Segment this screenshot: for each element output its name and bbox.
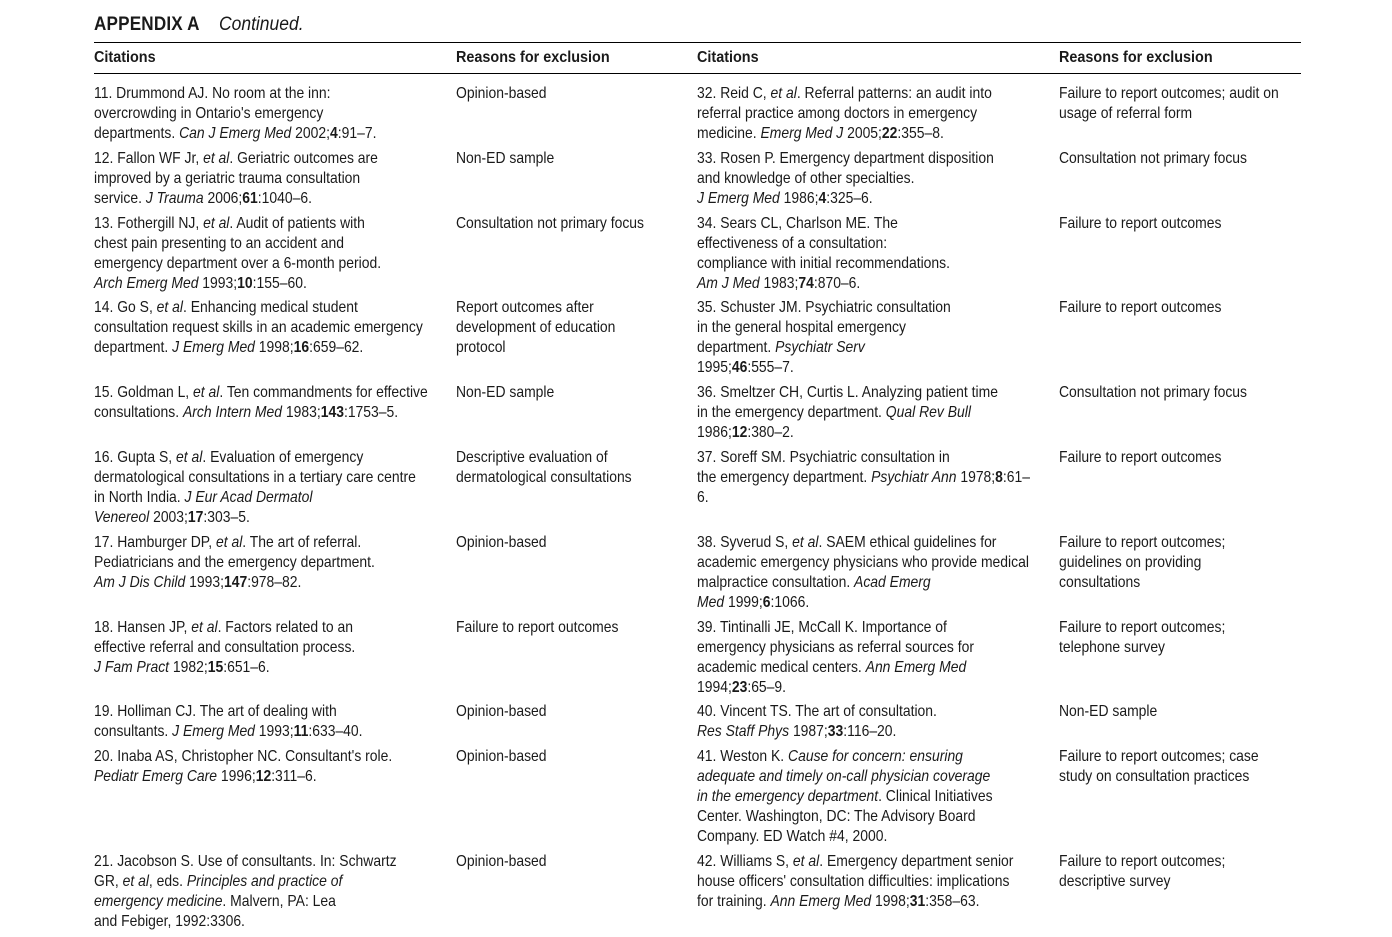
citation-cell [94,852,456,937]
reason-cell [1059,84,1300,149]
table-header [94,43,1301,74]
table-row [697,383,1300,448]
citation-line: academic emergency physicians who provide medical [697,553,1029,571]
table-row [697,149,1300,214]
citation-cell [697,214,1059,299]
reason-line: Non-ED sample [456,384,555,402]
reason-cell [1059,448,1300,533]
citation-line: 38. Syverud S, et al. SAEM ethical guidelines for [697,533,997,551]
citation-line: 15. Goldman L, et al. Ten commandments for effective [94,384,428,402]
citation-line: department. J Emerg Med 1998;16:659–62. [94,339,364,357]
table-row [697,298,1300,383]
citation-line: 41. Weston K. Cause for concern: ensuring [697,748,963,766]
citation-line: 1995;46:555–7. [697,359,794,377]
citation-cell [94,383,456,448]
citation-line: 33. Rosen P. Emergency department disposition [697,149,994,167]
citation-line: 6. [697,488,709,506]
citation-line: 1986;12:380–2. [697,424,794,442]
citation-cell [94,214,456,299]
citation-line: 20. Inaba AS, Christopher NC. Consultant's role. [94,748,393,766]
table-row [697,84,1300,149]
table-row [697,702,1300,747]
citation-line: 21. Jacobson S. Use of consultants. In: Schwartz [94,852,397,870]
citation-cell [697,533,1059,618]
citation-line: medicine. Emerg Med J 2005;22:355–8. [697,125,944,142]
reason-line: Non-ED sample [1059,703,1158,721]
reason-cell [1059,214,1300,299]
citation-line: chest pain presenting to an accident and [94,234,344,252]
reason-cell [456,383,697,448]
table-row [697,448,1300,533]
citation-line: house officers' consultation difficulties: implications [697,872,1010,890]
citation-line: 16. Gupta S, et al. Evaluation of emergency [94,448,364,466]
citation-cell [94,149,456,214]
citation-line: overcrowding in Ontario's emergency [94,105,324,122]
table-left-half [94,84,697,937]
reason-line: Consultation not primary focus [1059,149,1248,167]
citation-line: department. Psychiatr Serv [697,339,865,357]
table-body [94,84,1301,937]
reason-cell [1059,702,1300,747]
reason-line: Consultation not primary focus [456,214,645,232]
citation-cell [94,84,456,149]
citation-line: 32. Reid C, et al. Referral patterns: an audit into [697,85,992,102]
reason-line: Failure to report outcomes [1059,299,1222,317]
table-row [697,747,1300,852]
citation-line: 13. Fothergill NJ, et al. Audit of patients with [94,214,365,232]
reason-line: study on consultation practices [1059,768,1250,786]
citation-line: effective referral and consultation process. [94,638,356,656]
reason-line: Failure to report outcomes [1059,448,1222,466]
table-row [94,149,697,214]
citation-line: adequate and timely on-call physician coverage [697,768,991,786]
citation-line: Venereol 2003;17:303–5. [94,508,250,526]
citation-line: for training. Ann Emerg Med 1998;31:358–63. [697,892,980,910]
citation-cell [697,383,1059,448]
citation-line: 37. Soreff SM. Psychiatric consultation in [697,448,950,466]
reason-cell [1059,618,1300,703]
reason-cell [456,149,697,214]
header-reasons-left: Reasons for exclusion [456,49,610,66]
citation-line: 11. Drummond AJ. No room at the inn: [94,85,331,102]
citation-line: 12. Fallon WF Jr, et al. Geriatric outcomes are [94,149,378,167]
reason-line: Failure to report outcomes; [1059,618,1226,636]
appendix-title [94,12,1301,40]
citation-cell [94,702,456,747]
reason-cell [456,747,697,852]
citation-line: consultations. Arch Intern Med 1983;143:1753–5. [94,404,399,422]
reason-line: Opinion-based [456,748,547,766]
citation-line: 42. Williams S, et al. Emergency department senior [697,852,1014,870]
table-row [94,852,697,937]
reason-cell [456,533,697,618]
table-row [697,618,1300,703]
reason-cell [1059,747,1300,852]
table-row [697,852,1300,917]
reason-line: Consultation not primary focus [1059,384,1248,402]
reason-cell [1059,533,1300,618]
reason-cell [456,84,697,149]
table-row [94,84,697,149]
citation-line: Arch Emerg Med 1993;10:155–60. [94,274,307,292]
citation-line: emergency physicians as referral sources for [697,638,974,656]
reason-line: guidelines on providing [1059,553,1202,571]
citation-cell [697,852,1059,917]
citation-line: Am J Med 1983;74:870–6. [697,274,861,292]
reason-line: Opinion-based [456,85,547,102]
header-citations-left: Citations [94,49,156,66]
citation-line: 36. Smeltzer CH, Curtis L. Analyzing patient time [697,384,998,402]
reason-cell [1059,298,1300,383]
citation-cell [697,84,1059,149]
citation-line: consultation request skills in an academic emergency [94,319,423,337]
citation-line: effectiveness of a consultation: [697,234,888,252]
citation-line: 40. Vincent TS. The art of consultation. [697,703,937,721]
citation-line: dermatological consultations in a tertiary care centre [94,468,416,486]
reason-line: protocol [456,339,506,357]
citation-cell [697,298,1059,383]
citation-line: Company. ED Watch #4, 2000. [697,828,888,846]
citation-line: 14. Go S, et al. Enhancing medical student [94,299,358,317]
appendix-label: APPENDIX A [94,14,200,35]
citation-cell [697,702,1059,747]
citation-cell [697,747,1059,852]
citation-cell [697,149,1059,214]
citation-line: service. J Trauma 2006;61:1040–6. [94,189,312,207]
table-row [697,214,1300,299]
reason-line: Failure to report outcomes; case [1059,748,1259,766]
citation-line: GR, et al, eds. Principles and practice of [94,872,343,890]
citation-line: in North India. J Eur Acad Dermatol [94,488,313,506]
reason-cell [456,618,697,703]
reason-line: Failure to report outcomes; [1059,533,1226,551]
citation-cell [697,618,1059,703]
reason-cell [1059,852,1300,917]
reason-line: descriptive survey [1059,872,1171,890]
citation-line: in the emergency department. Qual Rev Bull [697,404,971,422]
citation-line: consultants. J Emerg Med 1993;11:633–40. [94,723,363,741]
citation-line: Pediatricians and the emergency department. [94,553,375,571]
citation-line: Res Staff Phys 1987;33:116–20. [697,723,897,741]
table-row [94,298,697,383]
reason-line: Non-ED sample [456,149,555,167]
reason-line: Failure to report outcomes; audit on [1059,85,1279,102]
reason-line: usage of referral form [1059,105,1193,122]
reason-cell [456,702,697,747]
reason-line: consultations [1059,573,1141,591]
citation-line: J Fam Pract 1982;15:651–6. [94,658,270,676]
citation-line: in the general hospital emergency [697,319,906,337]
citation-line: J Emerg Med 1986;4:325–6. [697,189,873,207]
reason-line: Opinion-based [456,703,547,721]
reason-line: Failure to report outcomes; [1059,852,1226,870]
citation-line: 19. Holliman CJ. The art of dealing with [94,703,337,721]
header-reasons-right: Reasons for exclusion [1059,49,1213,66]
citation-cell [94,533,456,618]
citation-cell [94,448,456,533]
citation-line: departments. Can J Emerg Med 2002;4:91–7. [94,125,377,142]
header-citations-right: Citations [697,49,759,66]
table-row [94,214,697,299]
citation-cell [94,618,456,703]
table-row [94,533,697,618]
reason-cell [456,214,697,299]
citation-line: and Febiger, 1992:3306. [94,912,245,930]
table-right-half [697,84,1300,937]
reason-cell [1059,149,1300,214]
citation-line: referral practice among doctors in emergency [697,105,978,122]
citation-cell [94,298,456,383]
citation-line: improved by a geriatric trauma consultation [94,169,361,187]
reason-line: Failure to report outcomes [1059,214,1222,232]
reason-line: Report outcomes after [456,299,594,317]
citation-line: the emergency department. Psychiatr Ann 1978;8:61– [697,468,1031,486]
citation-line: Am J Dis Child 1993;147:978–82. [94,573,302,591]
reason-line: dermatological consultations [456,468,632,486]
citation-line: 18. Hansen JP, et al. Factors related to an [94,618,353,636]
reason-line: Failure to report outcomes [456,618,619,636]
table-row [94,702,697,747]
citation-line: malpractice consultation. Acad Emerg [697,573,931,591]
citation-line: emergency medicine. Malvern, PA: Lea [94,892,336,910]
citation-line: Center. Washington, DC: The Advisory Board [697,808,976,826]
reason-cell [456,298,697,383]
citation-cell [94,747,456,852]
reason-cell [1059,383,1300,448]
citation-line: academic medical centers. Ann Emerg Med [697,658,967,676]
citation-cell [697,448,1059,533]
reason-cell [456,448,697,533]
citation-line: 34. Sears CL, Charlson ME. The [697,214,898,232]
table-row [94,747,697,852]
citation-line: 1994;23:65–9. [697,678,787,696]
citation-line: Med 1999;6:1066. [697,593,810,611]
citation-line: 35. Schuster JM. Psychiatric consultation [697,299,951,317]
citation-line: in the emergency department. Clinical Initiatives [697,788,993,806]
appendix-continued: Continued. [218,14,304,35]
reason-line: Descriptive evaluation of [456,448,608,466]
table-row [94,448,697,533]
reason-line: development of education [456,319,616,337]
table-row [94,383,697,448]
citation-line: 39. Tintinalli JE, McCall K. Importance of [697,618,947,636]
reason-cell [456,852,697,937]
citation-line: 17. Hamburger DP, et al. The art of referral. [94,533,362,551]
citation-line: and knowledge of other specialties. [697,169,915,187]
appendix-page [94,12,1301,937]
table-row [697,533,1300,618]
citation-line: Pediatr Emerg Care 1996;12:311–6. [94,768,317,786]
reason-line: Opinion-based [456,852,547,870]
reason-line: Opinion-based [456,533,547,551]
table-row [94,618,697,703]
reason-line: telephone survey [1059,638,1166,656]
citation-line: emergency department over a 6-month period. [94,254,382,272]
citation-line: compliance with initial recommendations. [697,254,950,272]
